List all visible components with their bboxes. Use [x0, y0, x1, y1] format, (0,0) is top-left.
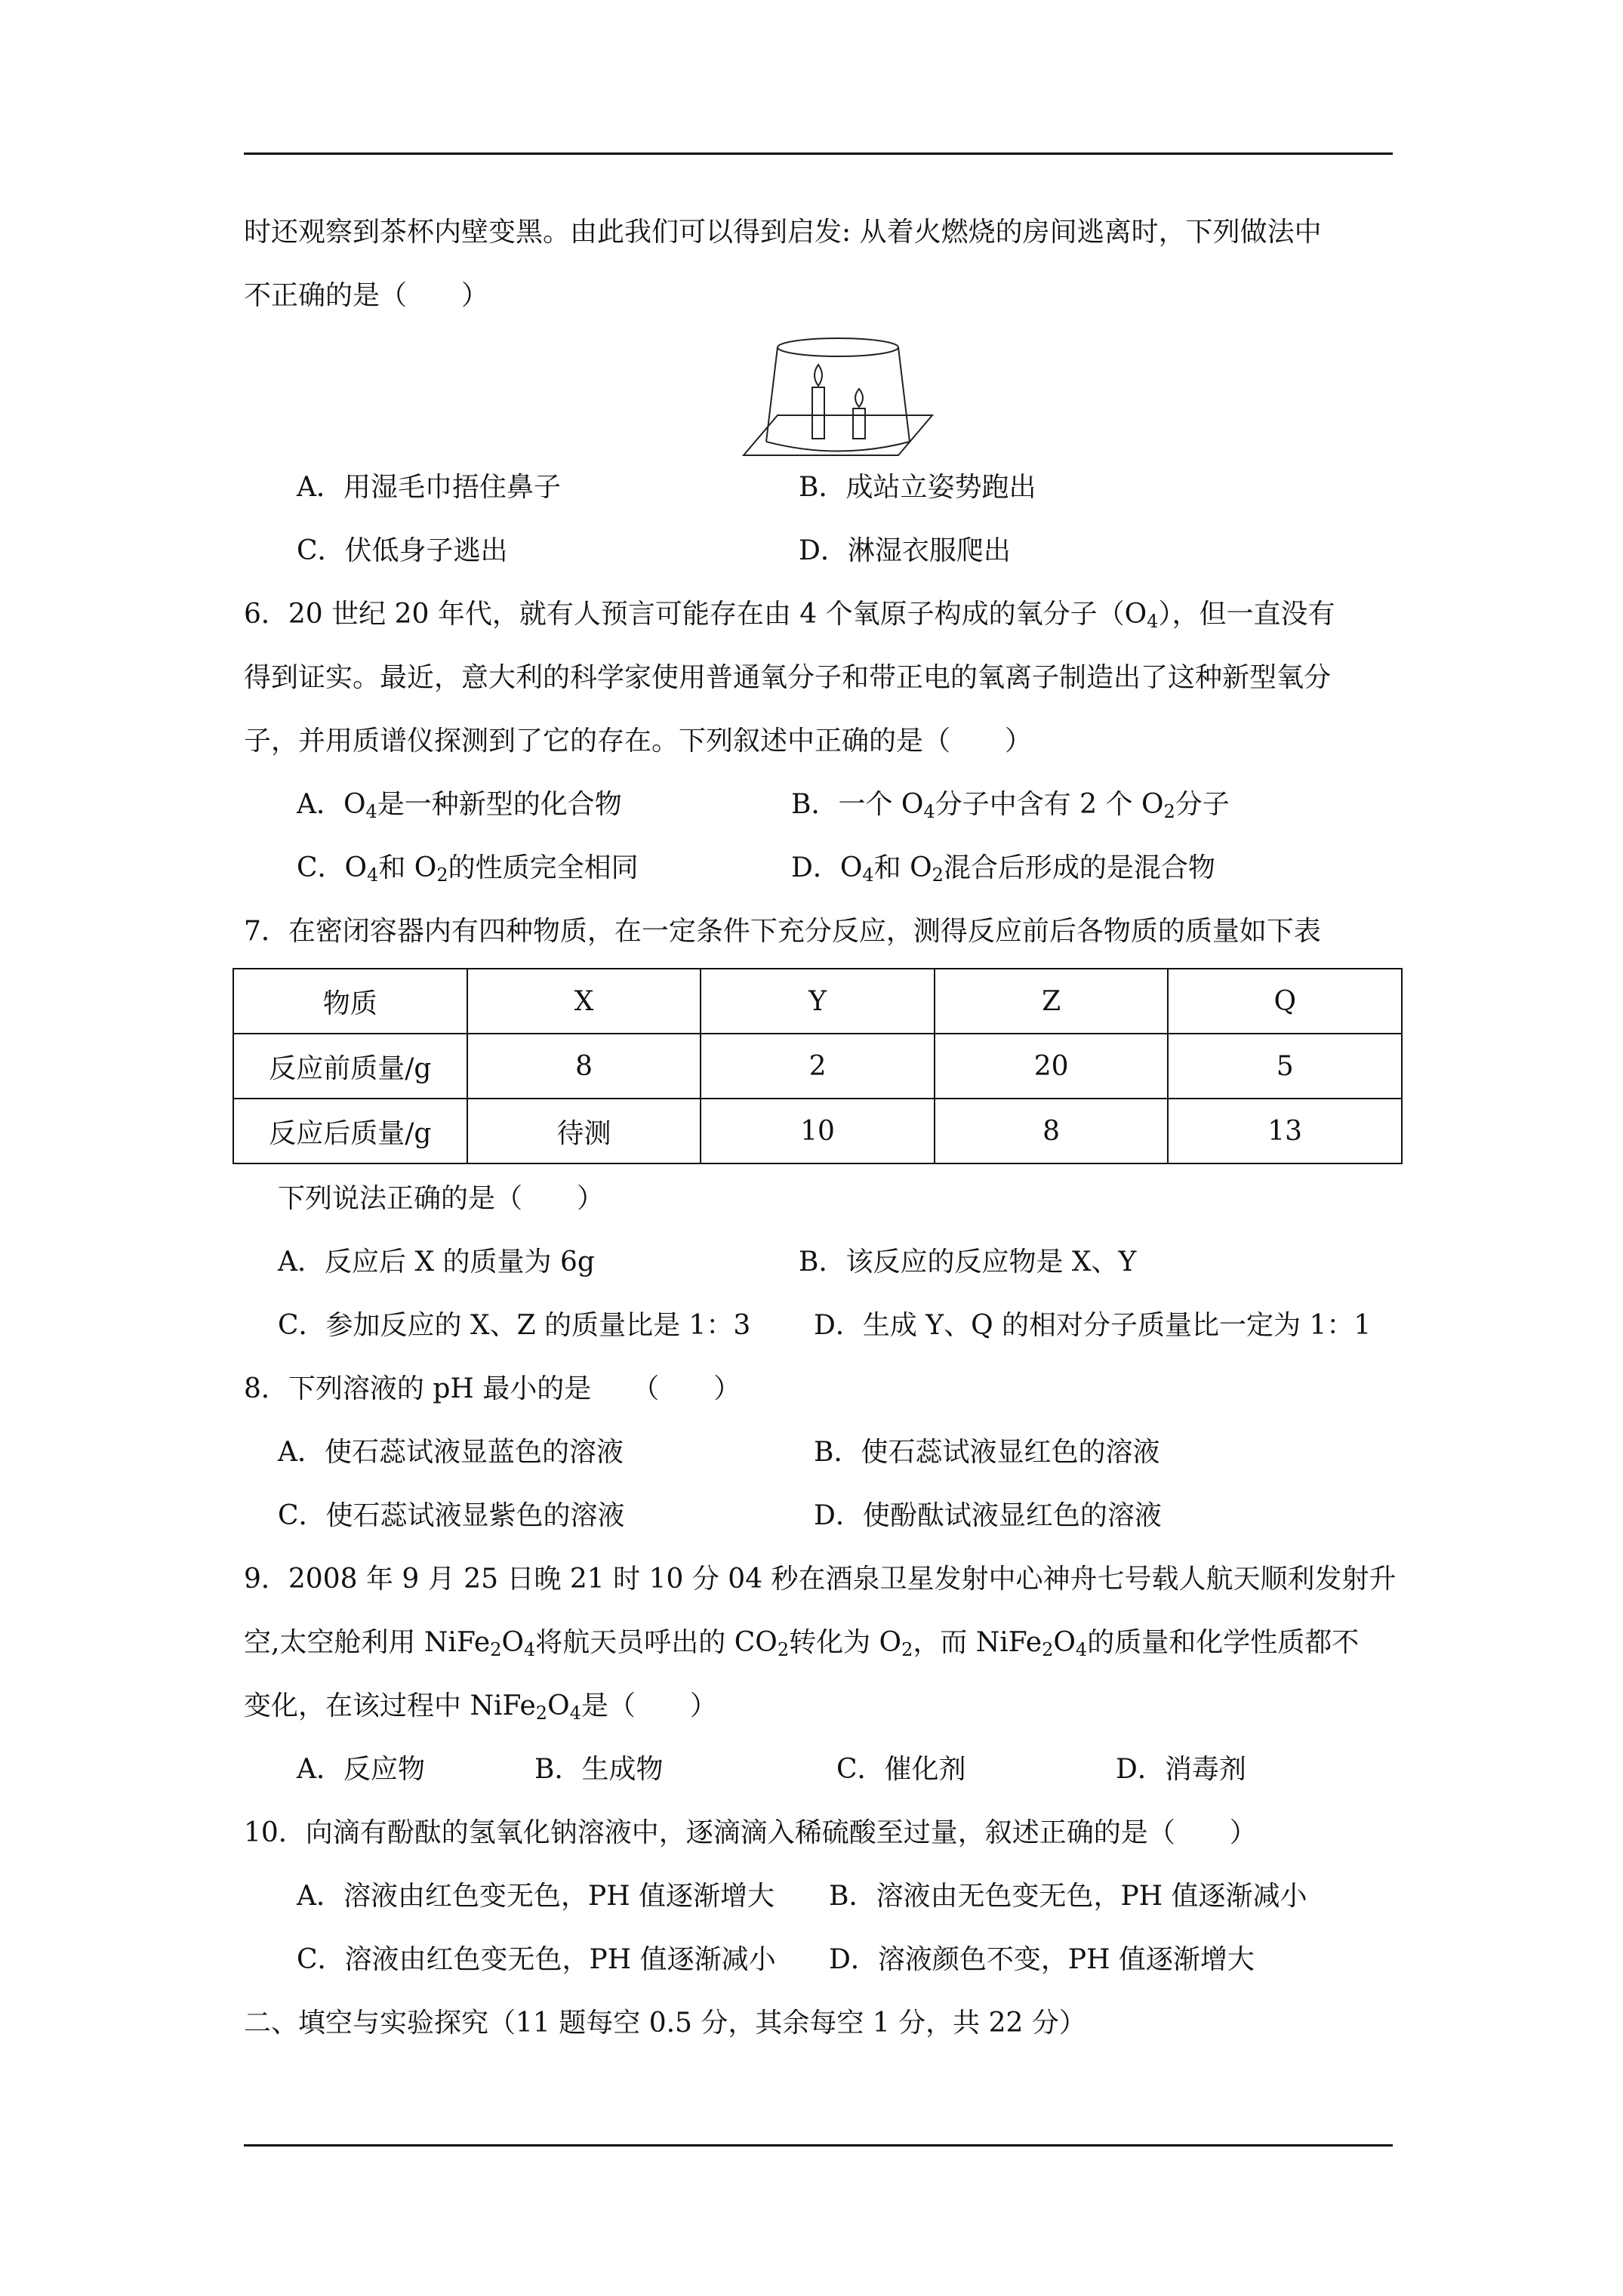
q9-stem-line3: 变化，在该过程中 $NiFe_2O_4$是（ ）	[244, 1690, 717, 1724]
q7-option-a: A．反应后 X 的质量为 6g	[278, 1247, 595, 1277]
table-row	[233, 969, 1402, 1034]
candle-under-cup-figure	[736, 328, 940, 461]
table-row	[233, 1034, 1402, 1099]
q9-option-a: A．反应物	[297, 1754, 425, 1785]
q5-option-d: D．淋湿衣服爬出	[799, 535, 1011, 566]
q10-option-d: D．溶液颜色不变，PH 值逐渐增大	[829, 1944, 1255, 1975]
q5-line2: 不正确的是（ ）	[244, 280, 489, 311]
q7-option-d: D．生成 Y、Q 的相对分子质量比一定为 1：1	[814, 1310, 1372, 1341]
q6-option-b: B．一个 $O_4$分子中含有 2 个 $O_2$分子	[791, 789, 1230, 822]
q8-option-a: A．使石蕊试液显蓝色的溶液	[278, 1437, 624, 1468]
q10-option-b: B．溶液由无色变无色，PH 值逐渐减小	[829, 1881, 1307, 1912]
section-two-heading: 二、填空与实验探究（11 题每空 0.5 分，其余每空 1 分，共 22 分）	[244, 2008, 1086, 2039]
q8-option-b: B．使石蕊试液显红色的溶液	[814, 1437, 1160, 1468]
q5-option-c: C．伏低身子逃出	[297, 535, 508, 566]
q9-stem-line2: 空,太空舱利用 $NiFe_2O_4$将航天员呼出的 $CO_2$转化为 $O_2$，而 $NiFe_2O_4$的质量和化学性质都不	[244, 1627, 1360, 1660]
q9-option-c: C．催化剂	[836, 1754, 966, 1785]
table-cell: 5	[1168, 1034, 1402, 1099]
q6-option-a: A．$O_4$是一种新型的化合物	[297, 789, 622, 822]
mass-table	[233, 968, 1403, 1164]
q9-stem-line1: 9．2008 年 9 月 25 日晚 21 时 10 分 04 秒在酒泉卫星发射中心神舟七号载人航天顺利发射升	[244, 1564, 1397, 1595]
q7-option-c: C．参加反应的 X、Z 的质量比是 1：3	[278, 1310, 751, 1341]
q8-stem: 8．下列溶液的 pH 最小的是 （ ）	[244, 1373, 741, 1404]
q10-option-a: A．溶液由红色变无色，PH 值逐渐增大	[297, 1881, 775, 1912]
q9-option-b: B．生成物	[534, 1754, 664, 1785]
table-cell: 8	[467, 1034, 701, 1099]
table-cell: Y	[701, 969, 935, 1034]
table-cell: 2	[701, 1034, 935, 1099]
table-cell: 20	[935, 1034, 1169, 1099]
q6-stem-line2: 得到证实。最近，意大利的科学家使用普通氧分子和带正电的氧离子制造出了这种新型氧分	[244, 662, 1332, 693]
table-cell: 物质	[233, 969, 467, 1034]
q8-option-c: C．使石蕊试液显紫色的溶液	[278, 1500, 625, 1531]
q7-option-b: B．该反应的反应物是 X、Y	[799, 1247, 1137, 1277]
footer-rule	[244, 2144, 1393, 2147]
table-cell: Z	[935, 969, 1169, 1034]
q10-stem: 10．向滴有酚酞的氢氧化钠溶液中，逐滴滴入稀硫酸至过量，叙述正确的是（ ）	[244, 1817, 1257, 1848]
q6-option-d: D．$O_4$和 $O_2$混合后形成的是混合物	[791, 852, 1215, 886]
table-cell: 10	[701, 1099, 935, 1163]
q5-option-a: A．用湿毛巾捂住鼻子	[297, 472, 561, 503]
table-cell: 反应后质量/g	[233, 1099, 467, 1163]
q7-prompt: 下列说法正确的是（ ）	[278, 1183, 605, 1214]
q7-stem: 7．在密闭容器内有四种物质，在一定条件下充分反应，测得反应前后各物质的质量如下表	[244, 916, 1321, 947]
table-row	[233, 1099, 1402, 1163]
table-cell: 反应前质量/g	[233, 1034, 467, 1099]
table-cell: 待测	[467, 1099, 701, 1163]
q6-stem-line3: 子，并用质谱仪探测到了它的存在。下列叙述中正确的是（ ）	[244, 726, 1033, 757]
q6-stem-line1: 6．20 世纪 20 年代，就有人预言可能存在由 4 个氧原子构成的氧分子$(O_4)$，但一直没有	[244, 599, 1335, 632]
q8-option-d: D．使酚酞试液显红色的溶液	[814, 1500, 1162, 1531]
table-cell: X	[467, 969, 701, 1034]
table-cell: Q	[1168, 969, 1402, 1034]
q5-option-b: B．成站立姿势跑出	[799, 472, 1036, 503]
table-cell: 13	[1168, 1099, 1402, 1163]
q10-option-c: C．溶液由红色变无色，PH 值逐渐减小	[297, 1944, 776, 1975]
header-rule	[244, 153, 1393, 155]
q6-option-c: C．$O_4$和 $O_2$的性质完全相同	[297, 852, 639, 886]
table-cell: 8	[935, 1099, 1169, 1163]
q9-option-d: D．消毒剂	[1116, 1754, 1246, 1785]
q5-line1: 时还观察到茶杯内壁变黑。由此我们可以得到启发: 从着火燃烧的房间逃离时，下列做法中	[244, 217, 1322, 248]
